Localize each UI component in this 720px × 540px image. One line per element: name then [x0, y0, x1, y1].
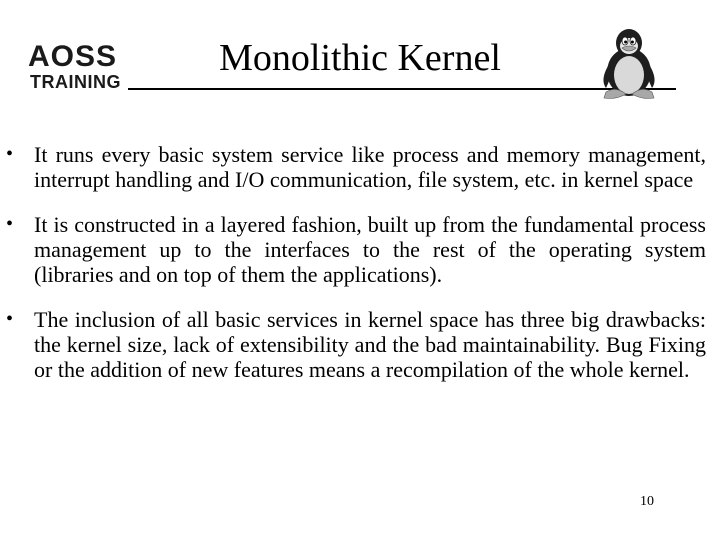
tux-penguin-icon	[596, 26, 662, 100]
bullet-item	[0, 212, 720, 287]
bullet-text: The inclusion of all basic services in kernel space has three big drawbacks: the kernel size, lack of extensibility and the bad maintainability. Bug Fixing or the addition of new features means a recompilation of the whole kernel.	[34, 307, 706, 382]
logo-text-aoss: AOSS	[28, 40, 118, 73]
bullet-text: It runs every basic system service like process and memory management, interrupt handling and I/O communication, file system, etc. in kernel space	[34, 142, 706, 192]
logo-text-training: TRAINING	[30, 72, 121, 92]
bullet-item	[0, 307, 720, 382]
page-number: 10	[640, 494, 654, 509]
slide-title: Monolithic Kernel	[219, 37, 501, 79]
bullet-marker: •	[6, 308, 14, 330]
bullet-list	[0, 142, 720, 402]
bullet-text: It is constructed in a layered fashion, built up from the fundamental process management up to the interfaces to the rest of the operating system (libraries and on top of them the applications).	[34, 212, 706, 287]
header-divider	[128, 88, 676, 90]
bullet-marker: •	[6, 213, 14, 235]
aoss-training-logo	[28, 42, 128, 94]
bullet-marker: •	[6, 143, 14, 165]
bullet-item	[0, 142, 720, 192]
